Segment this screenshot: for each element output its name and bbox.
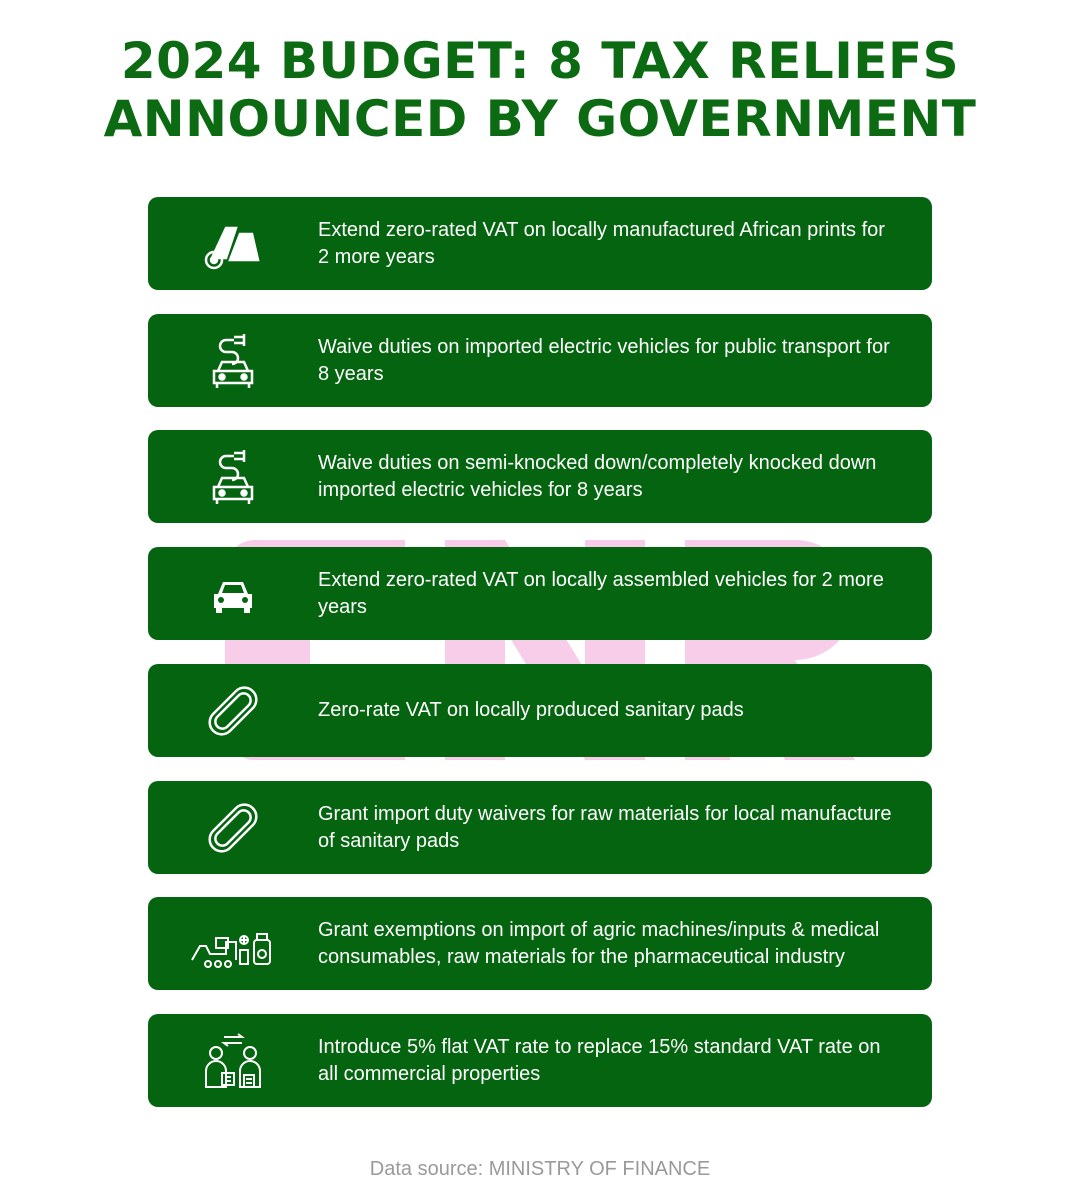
tractor-medicine-icon (148, 897, 318, 990)
fabric-rolls-icon (148, 197, 318, 290)
relief-text: Introduce 5% flat VAT rate to replace 15% standard VAT rate on all commercial properties (318, 1035, 881, 1085)
title-line-1: 2024 BUDGET: 8 TAX RELIEFS (120, 32, 960, 90)
relief-text: Extend zero-rated VAT on locally manufactured African prints for 2 more years (318, 218, 885, 268)
relief-text: Grant exemptions on import of agric machines/inputs & medical consumables, raw materials for the pharmaceutical industry (318, 918, 880, 968)
electric-car-icon (148, 314, 318, 407)
property-exchange-icon (148, 1014, 318, 1107)
data-source-note: Data source: MINISTRY OF FINANCE (369, 1158, 711, 1180)
electric-car-icon (148, 430, 318, 523)
car-icon (148, 547, 318, 640)
title-line-2: ANNOUNCED BY GOVERNMENT (103, 90, 977, 148)
sanitary-pad-icon (148, 664, 318, 757)
relief-text: Waive duties on imported electric vehicles for public transport for 8 years (318, 335, 890, 385)
relief-card-3 (148, 430, 932, 523)
sanitary-pad-icon (148, 781, 318, 874)
relief-card-5 (148, 664, 932, 757)
page-title (0, 32, 1080, 148)
relief-text: Zero-rate VAT on locally produced sanitary pads (318, 699, 744, 721)
relief-text: Waive duties on semi-knocked down/completely knocked down imported electric vehicles for 8 years (318, 451, 877, 501)
relief-text: Grant import duty waivers for raw materials for local manufacture of sanitary pads (318, 802, 892, 852)
relief-card-4 (148, 547, 932, 640)
relief-text: Extend zero-rated VAT on locally assembled vehicles for 2 more years (318, 568, 884, 618)
relief-card-1 (148, 197, 932, 290)
relief-card-2 (148, 314, 932, 407)
relief-card-8 (148, 1014, 932, 1107)
relief-card-7 (148, 897, 932, 990)
relief-card-6 (148, 781, 932, 874)
